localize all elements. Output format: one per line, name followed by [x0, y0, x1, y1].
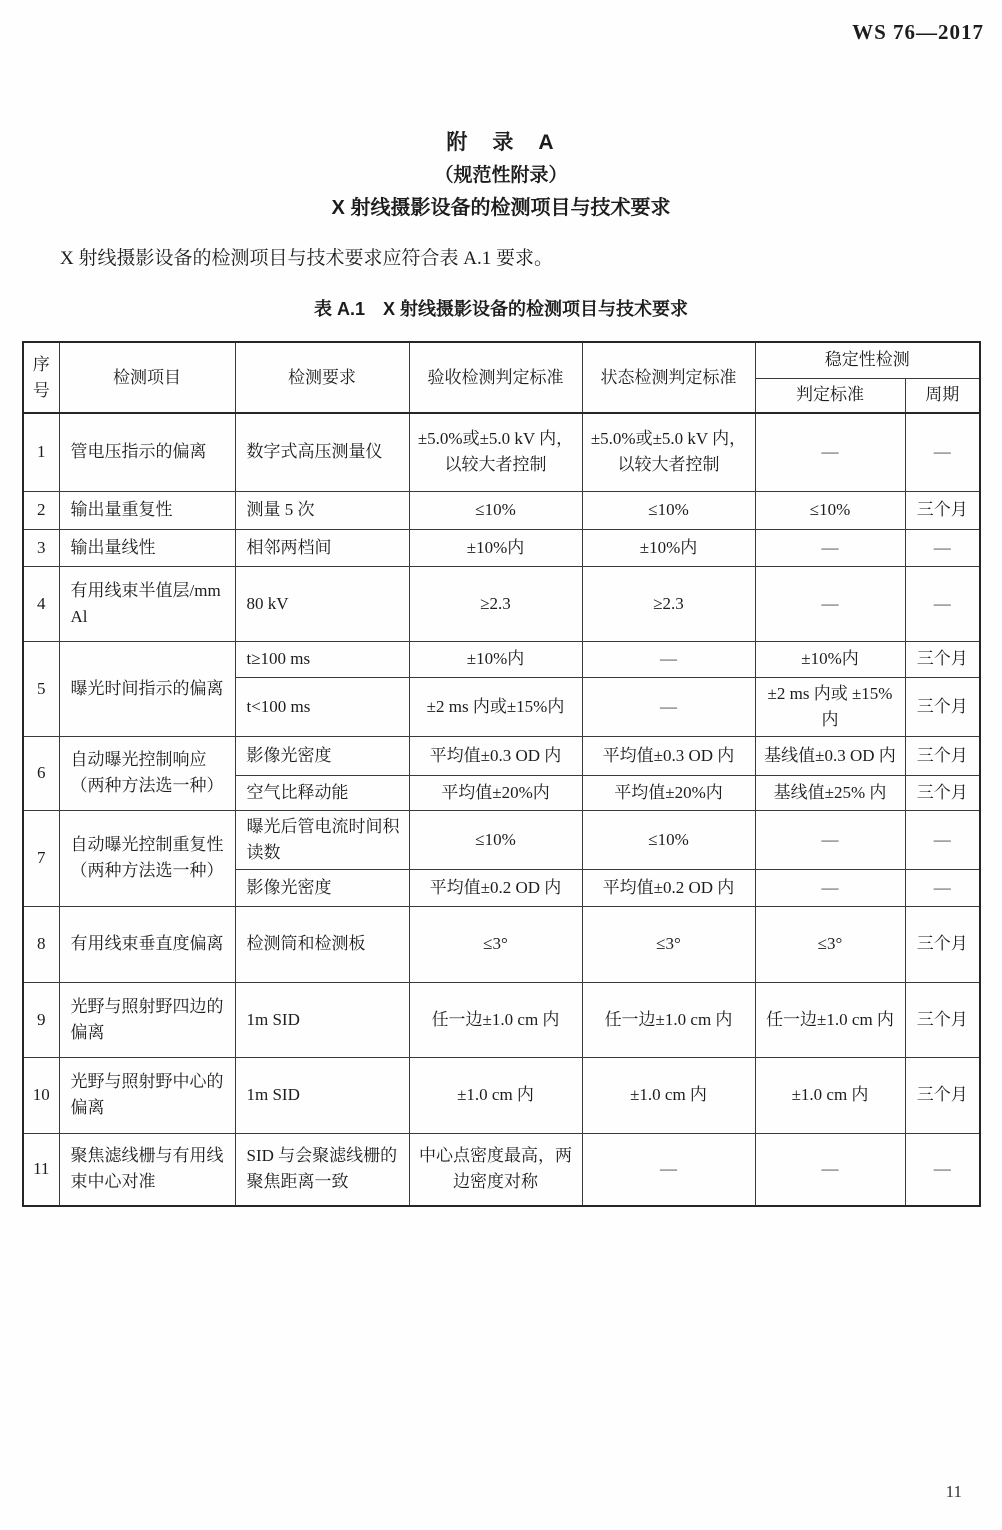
cell-acceptance: ±10%内 — [409, 641, 582, 677]
cell-acceptance: 平均值±20%内 — [409, 775, 582, 810]
cell-no: 11 — [23, 1133, 59, 1206]
cell-requirement: 1m SID — [235, 1057, 409, 1133]
cell-item: 输出量线性 — [59, 529, 235, 566]
cell-stability-period: 三个月 — [905, 491, 980, 529]
cell-stability-period: 三个月 — [905, 982, 980, 1057]
standard-number: WS 76—2017 — [852, 20, 984, 44]
cell-item: 光野与照射野中心的偏离 — [59, 1057, 235, 1133]
cell-status: ≤10% — [582, 810, 755, 869]
table-row — [23, 641, 980, 677]
intro-paragraph: X 射线摄影设备的检测项目与技术要求应符合表 A.1 要求。 — [60, 248, 553, 269]
cell-stability-period: 三个月 — [905, 906, 980, 982]
appendix-subtitle: （规范性附录） — [434, 165, 568, 186]
cell-status: — — [582, 677, 755, 736]
cell-item: 有用线束半值层/mm Al — [59, 566, 235, 641]
cell-requirement: 数字式高压测量仪 — [235, 413, 409, 491]
cell-stability-criteria: — — [755, 869, 905, 906]
cell-item: 自动曝光控制响应（两种方法选一种） — [59, 736, 235, 810]
col-header-stability-criteria: 判定标准 — [755, 378, 905, 413]
cell-stability-criteria: ≤10% — [755, 491, 905, 529]
cell-status: ≥2.3 — [582, 566, 755, 641]
cell-stability-period: — — [905, 413, 980, 491]
cell-status: ±10%内 — [582, 529, 755, 566]
cell-acceptance: 任一边±1.0 cm 内 — [409, 982, 582, 1057]
cell-stability-period: 三个月 — [905, 775, 980, 810]
cell-stability-criteria: — — [755, 566, 905, 641]
cell-acceptance: 平均值±0.2 OD 内 — [409, 869, 582, 906]
table-row — [23, 1133, 980, 1206]
cell-stability-period: — — [905, 1133, 980, 1206]
cell-acceptance: ±5.0%或±5.0 kV 内，以较大者控制 — [409, 413, 582, 491]
cell-item: 管电压指示的偏离 — [59, 413, 235, 491]
cell-stability-criteria: 任一边±1.0 cm 内 — [755, 982, 905, 1057]
cell-item: 自动曝光控制重复性（两种方法选一种） — [59, 810, 235, 906]
cell-acceptance: 中心点密度最高，两边密度对称 — [409, 1133, 582, 1206]
col-header-stability-period: 周期 — [905, 378, 980, 413]
cell-status: — — [582, 1133, 755, 1206]
cell-requirement: t<100 ms — [235, 677, 409, 736]
cell-acceptance: ≥2.3 — [409, 566, 582, 641]
cell-requirement: 空气比释动能 — [235, 775, 409, 810]
cell-stability-criteria: — — [755, 529, 905, 566]
cell-status: ±1.0 cm 内 — [582, 1057, 755, 1133]
cell-item: 光野与照射野四边的偏离 — [59, 982, 235, 1057]
cell-acceptance: ±2 ms 内或±15%内 — [409, 677, 582, 736]
cell-no: 1 — [23, 413, 59, 491]
cell-status: 平均值±0.3 OD 内 — [582, 736, 755, 775]
cell-requirement: t≥100 ms — [235, 641, 409, 677]
col-header-item: 检测项目 — [59, 342, 235, 413]
cell-status: 平均值±0.2 OD 内 — [582, 869, 755, 906]
page-number: 11 — [945, 1482, 962, 1501]
cell-no: 2 — [23, 491, 59, 529]
cell-stability-period: 三个月 — [905, 641, 980, 677]
table-row — [23, 982, 980, 1057]
cell-status: ±5.0%或±5.0 kV 内，以较大者控制 — [582, 413, 755, 491]
cell-stability-period: — — [905, 810, 980, 869]
cell-no: 6 — [23, 736, 59, 810]
cell-no: 4 — [23, 566, 59, 641]
table-row — [23, 1057, 980, 1133]
table-row — [23, 413, 980, 491]
cell-no: 9 — [23, 982, 59, 1057]
cell-stability-criteria: 基线值±25% 内 — [755, 775, 905, 810]
col-header-requirement: 检测要求 — [235, 342, 409, 413]
cell-requirement: 测量 5 次 — [235, 491, 409, 529]
cell-requirement: 影像光密度 — [235, 869, 409, 906]
cell-stability-criteria: ≤3° — [755, 906, 905, 982]
cell-stability-period: — — [905, 869, 980, 906]
cell-acceptance: ±1.0 cm 内 — [409, 1057, 582, 1133]
cell-stability-criteria: ±10%内 — [755, 641, 905, 677]
cell-status: ≤3° — [582, 906, 755, 982]
cell-acceptance: 平均值±0.3 OD 内 — [409, 736, 582, 775]
cell-status: 任一边±1.0 cm 内 — [582, 982, 755, 1057]
cell-stability-period: 三个月 — [905, 1057, 980, 1133]
cell-requirement: 相邻两档间 — [235, 529, 409, 566]
cell-stability-period: — — [905, 529, 980, 566]
cell-no: 10 — [23, 1057, 59, 1133]
table-row — [23, 736, 980, 775]
cell-acceptance: ±10%内 — [409, 529, 582, 566]
cell-status: 平均值±20%内 — [582, 775, 755, 810]
table-row — [23, 906, 980, 982]
cell-requirement: 80 kV — [235, 566, 409, 641]
cell-stability-criteria: — — [755, 810, 905, 869]
requirements-table — [22, 341, 981, 1207]
cell-requirement: 检测筒和检测板 — [235, 906, 409, 982]
table-row — [23, 566, 980, 641]
table-header — [23, 342, 980, 413]
cell-stability-period: 三个月 — [905, 736, 980, 775]
col-header-acceptance: 验收检测判定标准 — [409, 342, 582, 413]
table-caption: 表 A.1 X 射线摄影设备的检测项目与技术要求 — [313, 299, 689, 319]
table-row — [23, 810, 980, 869]
cell-no: 7 — [23, 810, 59, 906]
appendix-title: 附 录 A — [446, 131, 556, 154]
cell-stability-criteria: 基线值±0.3 OD 内 — [755, 736, 905, 775]
cell-stability-period: 三个月 — [905, 677, 980, 736]
table-row — [23, 491, 980, 529]
cell-status: ≤10% — [582, 491, 755, 529]
appendix-heading: X 射线摄影设备的检测项目与技术要求 — [331, 197, 671, 219]
cell-item: 曝光时间指示的偏离 — [59, 641, 235, 736]
cell-no: 8 — [23, 906, 59, 982]
cell-item: 有用线束垂直度偏离 — [59, 906, 235, 982]
cell-stability-criteria: — — [755, 1133, 905, 1206]
col-header-status: 状态检测判定标准 — [582, 342, 755, 413]
col-header-stability: 稳定性检测 — [755, 342, 980, 378]
cell-stability-criteria: ±2 ms 内或 ±15%内 — [755, 677, 905, 736]
cell-acceptance: ≤10% — [409, 810, 582, 869]
cell-stability-criteria: ±1.0 cm 内 — [755, 1057, 905, 1133]
cell-stability-criteria: — — [755, 413, 905, 491]
cell-stability-period: — — [905, 566, 980, 641]
cell-requirement: 曝光后管电流时间积读数 — [235, 810, 409, 869]
col-header-no: 序号 — [23, 342, 59, 413]
cell-requirement: 1m SID — [235, 982, 409, 1057]
cell-acceptance: ≤3° — [409, 906, 582, 982]
cell-acceptance: ≤10% — [409, 491, 582, 529]
cell-requirement: 影像光密度 — [235, 736, 409, 775]
table-row — [23, 529, 980, 566]
cell-item: 输出量重复性 — [59, 491, 235, 529]
cell-requirement: SID 与会聚滤线栅的聚焦距离一致 — [235, 1133, 409, 1206]
cell-no: 5 — [23, 641, 59, 736]
cell-no: 3 — [23, 529, 59, 566]
cell-item: 聚焦滤线栅与有用线束中心对准 — [59, 1133, 235, 1206]
cell-status: — — [582, 641, 755, 677]
